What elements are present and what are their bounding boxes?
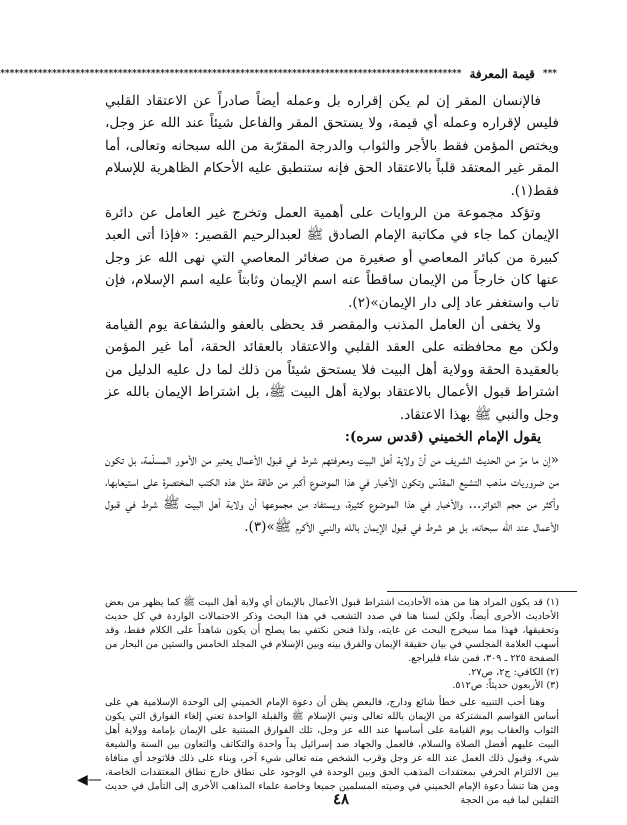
- footnote-3: (٣) الأربعون حديثاً: ص٥١٢.: [452, 680, 559, 692]
- header-title: قيمة المعرفة: [469, 67, 535, 81]
- footnote-note: وهنا أحب التنبيه على خطأ شائع ودارج، فالبعض يظن أن دعوة الإمام الخميني إلى الوحدة الإسلامية هي على أساس القواسم المشتركة من الإيمان بالله تعالى ونبي الإسلام ﷺ والقبلة الواحدة تعني إلغاء الفوارق التي يكون الثواب والعقاب يوم القيامة على أساسها عند الله عز وجل، تلك الفوارق المبتنية على الإيمان بإمامة وولاية أهل البيت عليهم أفضل الصلاة والسلام، فالعمل والجهاد ضد إسرائيل يداً واحدة والتكاتف والتعاون بين السنة والشيعة شيء، وقبول ذلك العمل عند الله عز وجل وقرب الشخص منه تعالى شيء آخر، وبناء على ذلك فلاتوجد أي منافاة بين الالتزام الحرفي بمعتقدات المذهب الحق وبين الوحدة في الوجود على نطاق خارج نطاق المعتقدات الخاصة، ومن هنا تنشأ دعوة الإمام الخميني في وصيته المسلمين جميعا وخاصة علماء المذاهب الأخرى إلى التأمل في حديث الثقلين لما فيه من الحجة: [105, 697, 559, 806]
- footnote-separator: [387, 591, 577, 592]
- page-number: ٤٨: [332, 790, 350, 808]
- block-quote: «إن ما مرّ من الحديث الشريف من أنّ ولاية أهل البيت ومعرفتهم شرط في قبول الأعمال يعتبر من الأمور المسلّمة، بل تكون من ضروريات مذهب التشيع المقدّس وتكون الأخبار في هذا الموضوع أكبر من طاقة مثل هذه الكتب المختصرة على استيعابها، وأكثر من حجم التواتر... والأخبار في هذا الموضوع كثيرة، ويستفاد من مجموعها أن ولاية أهل البيت ﷺ شرط في قبول الأعمال عند الله سبحانه، بل هو شرط في قبول الإيمان بالله والنبي الأكرم ﷺ»(٣).: [105, 451, 559, 535]
- header-stars-left: **************************************************************************************************: [0, 69, 462, 79]
- header-stars-right: ***: [542, 69, 557, 79]
- footnote-1: (١) قد يكون المراد هنا من هذه الأحاديث اشتراط قبول الأعمال بالإيمان أي ولاية أهل البيت ﷺ كما يظهر من بعض الأحاديث الأخرى أيضاً، ولكن لسنا هنا في صدد التشعب في هذا البحث وذكر الاحتمالات الواردة في كل حديث وتحقيقها، فهذا مما سيخرج البحث عن غايته، ولذا فنحن نكتفي بما يصلح أن يكون شاهداً على الكلام فقط، وقد أسهب العلامة المجلسي في بيان حقيقة الإيمان والفرق بينه وبين الإسلام في المجلد الخامس والستين من البحار من الصفحة ٢٢٥ ـ ٣٠٩، فمن شاء فليراجع.: [105, 597, 559, 664]
- footnotes: [105, 596, 559, 808]
- section-heading: يقول الإمام الخميني (قدس سره):: [344, 429, 541, 446]
- paragraph-2: وتؤكد مجموعة من الروايات على أهمية العمل وتخرج غير العامل عن دائرة الإيمان كما جاء في مكاتبة الإمام الصادق ﷺ لعبدالرحيم القصير: «فإذا أتى العبد كبيرة من كبائر المعاصي أو صغيرة من صغائر المعاصي التي نهى الله عز وجل عنها كان خارجاً من الإيمان ساقطاً عنه اسم الإيمان وثابتاً عليه اسم الإسلام، فإن تاب واستغفر عاد إلى دار الإيمان»(٢).: [105, 205, 559, 311]
- paragraph-1: فالإنسان المقر إن لم يكن إقراره بل وعمله أيضاً صادراً عن الاعتقاد القلبي فليس لإقراره وعمله أي قيمة، ولا يستحق المقر والفاعل شيئاً عند الله عز وجل، ويختص المؤمن فقط بالأجر والثواب والدرجة المقرّبة من الله سبحانه وتعالى، أما المقر غير المعتقد قلباً بالاعتقاد الحق فإنه ستنطبق عليه الأحكام الظاهرية للإسلام فقط(١).: [105, 93, 559, 199]
- arrow-left-icon: ◀—: [77, 772, 102, 788]
- footnote-2: (٢) الكافي: ج٢، ص٢٧.: [468, 666, 559, 678]
- paragraph-3: ولا يخفى أن العامل المذنب والمقصر قد يحظى بالعفو والشفاعة يوم القيامة ولكن مع محافظته على العقد القلبي والاعتقاد بالعقائد الحقة، أما غير المؤمن بالعقيدة الحقة وولاية أهل البيت فلا يستحق شيئاً من ذلك لما دل عليه الدليل من اشتراط قبول الأعمال بالاعتقاد بولاية أهل البيت ﷺ، بل اشتراط الإيمان بالله عز وجل والنبي ﷺ بهذا الاعتقاد.: [105, 317, 559, 423]
- main-text: [105, 90, 559, 538]
- running-header: [0, 66, 557, 82]
